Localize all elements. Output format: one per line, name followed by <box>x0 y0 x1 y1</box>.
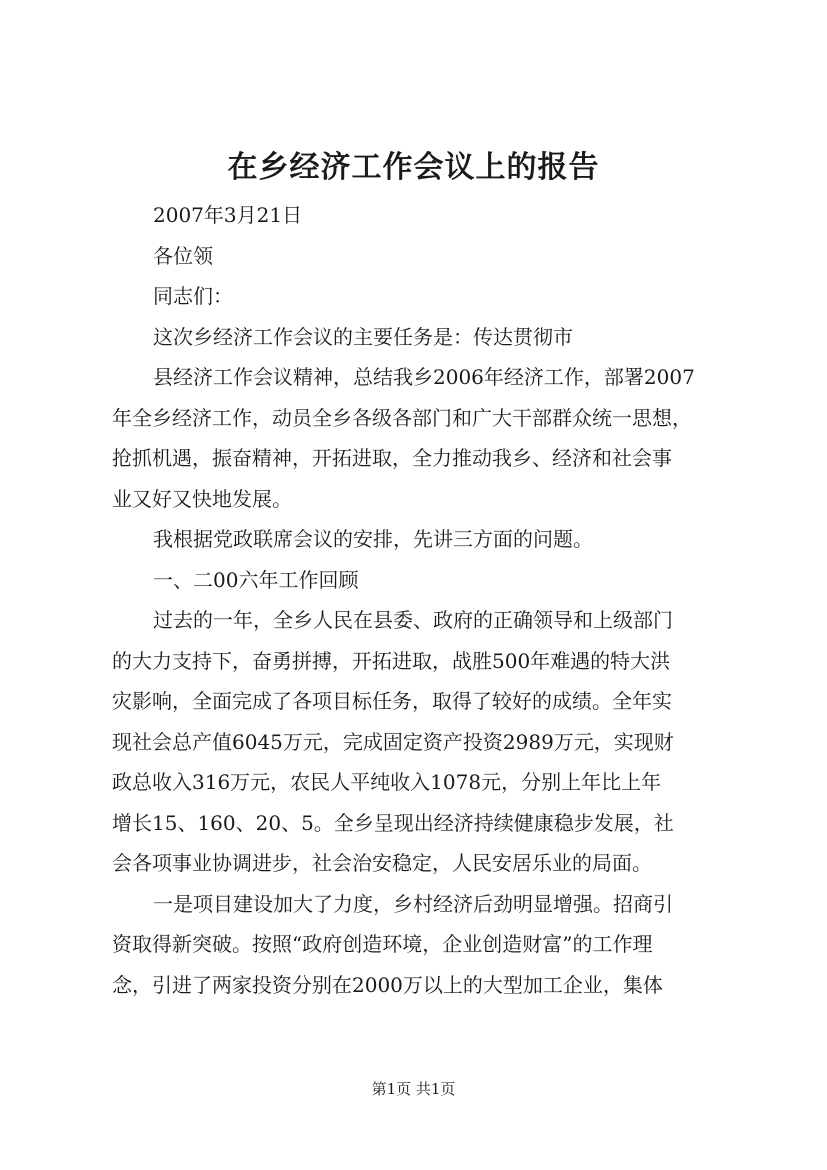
date-line: 2007年3月21日 <box>153 203 303 227</box>
page-footer: 第1页 共1页 <box>371 1080 456 1098</box>
text-line: 的大力支持下，奋勇拼搏，开拓进取，战胜500年难遇的特大洪 <box>112 648 671 673</box>
text-line: 年全乡经济工作，动员全乡各级各部门和广大干部群众统一思想， <box>112 405 692 430</box>
text-line: 业又好又快地发展。 <box>112 486 292 511</box>
text-line: 过去的一年，全乡人民在县委、政府的正确领导和上级部门 <box>153 608 673 632</box>
text-line: 一是项目建设加大了力度，乡村经济后劲明显增强。招商引 <box>153 891 673 916</box>
text-line: 抢抓机遇，振奋精神，开拓进取，全力推动我乡、经济和社会事 <box>112 446 672 470</box>
text-line: 资取得新突破。按照“政府创造环境，企业创造财富”的工作理 <box>112 932 653 956</box>
document-body <box>112 195 732 1005</box>
text-line: 会各项事业协调进步，社会治安稳定，人民安居乐业的局面。 <box>112 851 652 875</box>
document-title: 在乡经济工作会议上的报告 <box>227 150 600 185</box>
section-heading: 一、二00六年工作回顾 <box>153 567 359 592</box>
text-line: 灾影响，全面完成了各项目标任务，取得了较好的成绩。全年实 <box>112 689 672 713</box>
text-line: 县经济工作会议精神，总结我乡2006年经济工作，部署2007 <box>153 365 695 389</box>
text-line: 增长15、160、20、5。全乡呈现出经济持续健康稳步发展，社 <box>112 810 674 835</box>
salutation-line: 各位领 <box>153 243 213 268</box>
text-line: 我根据党政联席会议的安排，先讲三方面的问题。 <box>153 527 593 551</box>
text-line: 念，引进了两家投资分别在2000万以上的大型加工企业，集体 <box>112 972 663 997</box>
salutation-line: 同志们： <box>153 284 233 308</box>
text-line: 政总收入316万元，农民人平纯收入1078元，分别上年比上年 <box>112 770 662 794</box>
text-line: 这次乡经济工作会议的主要任务是：传达贯彻市 <box>153 324 573 349</box>
text-line: 现社会总产值6045万元，完成固定资产投资2989万元，实现财 <box>112 729 674 754</box>
